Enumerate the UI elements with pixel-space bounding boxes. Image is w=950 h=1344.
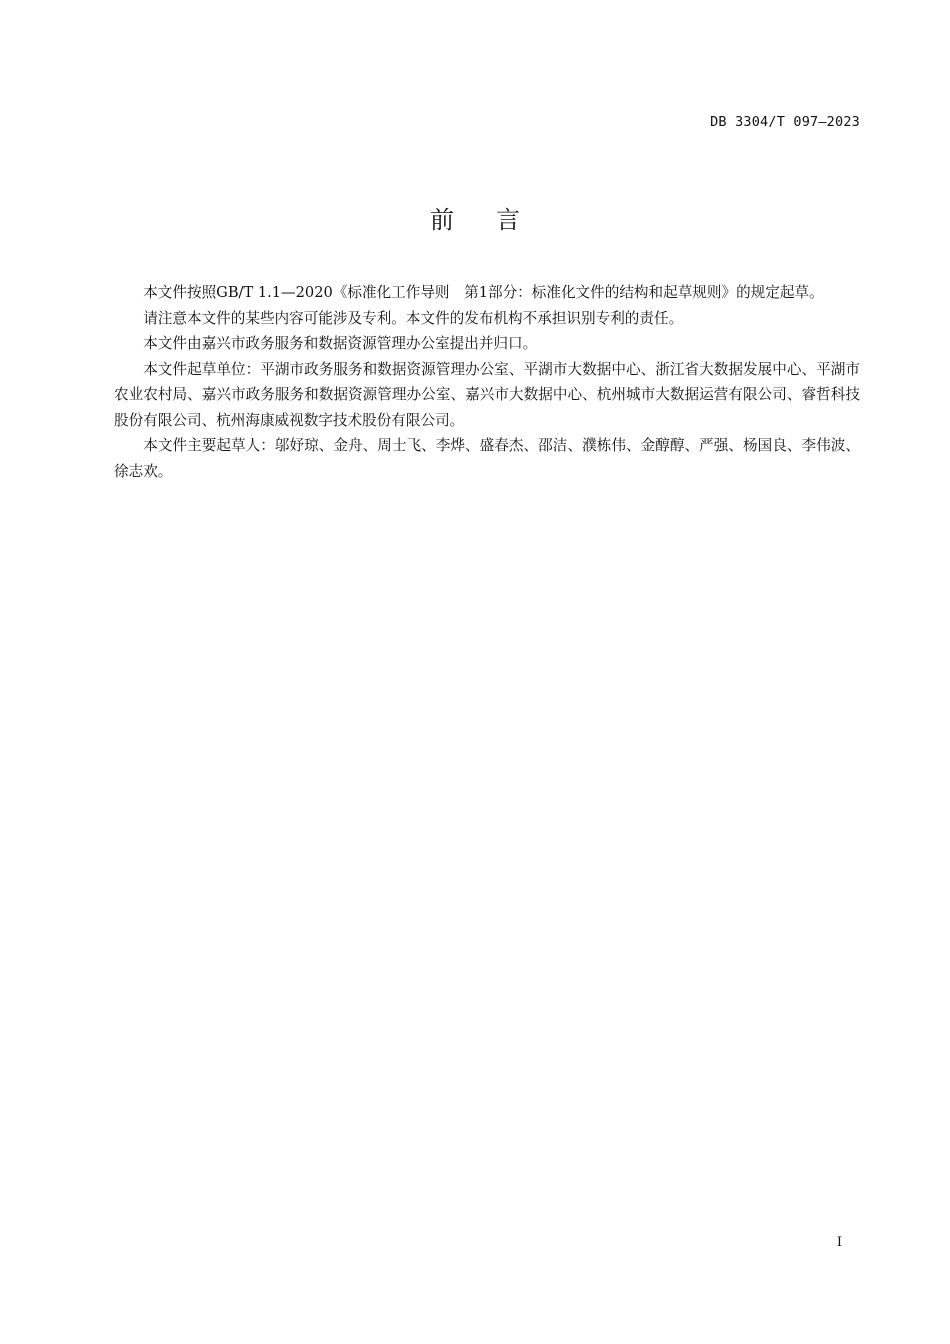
paragraph-drafters: 本文件主要起草人：邬妤琼、金舟、周士飞、李烨、盛春杰、邵洁、濮栋伟、金醇醇、严强、杨国良、李伟波、徐志欢。 (114, 437, 860, 480)
paragraph-drafting-units: 本文件起草单位：平湖市政务服务和数据资源管理办公室、平湖市大数据中心、浙江省大数据发展中心、平湖市农业农村局、嘉兴市政务服务和数据资源管理办公室、嘉兴市大数据中心、杭州城市大数据运营有限公司、睿哲科技股份有限公司、杭州海康威视数字技术股份有限公司。 (114, 360, 860, 429)
paragraph-drafting-rules: 本文件按照GB/T 1.1—2020《标准化工作导则 第1部分：标准化文件的结构和起草规则》的规定起草。 (143, 284, 824, 301)
page-number: I (836, 1235, 842, 1250)
paragraph-patent-notice: 请注意本文件的某些内容可能涉及专利。本文件的发布机构不承担识别专利的责任。 (143, 309, 684, 327)
preface-body (114, 280, 860, 484)
document-code: DB 3304/T 097—2023 (710, 114, 860, 130)
paragraph-proposer: 本文件由嘉兴市政务服务和数据资源管理办公室提出并归口。 (143, 335, 538, 352)
page-title: 前言 (430, 206, 562, 234)
